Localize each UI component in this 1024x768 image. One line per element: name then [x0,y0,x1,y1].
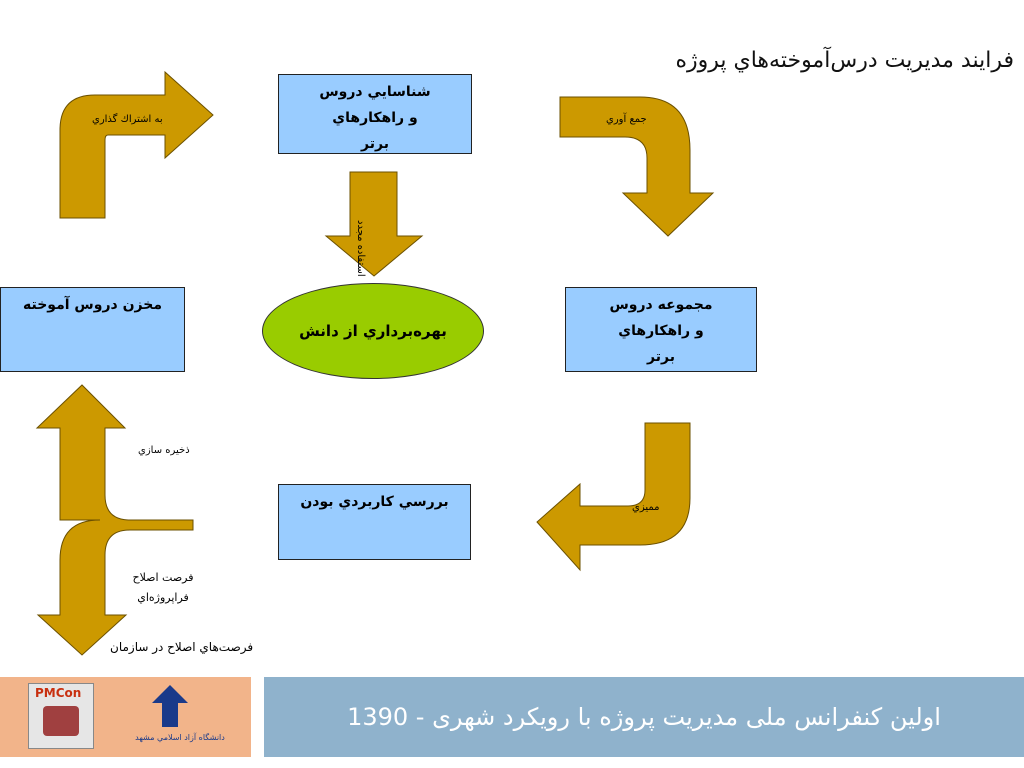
store-arrow [37,385,193,655]
collect-label: جمع آوري [606,114,647,125]
improve-line2: فراپروژه‌اي [137,591,189,604]
knowledge-exploitation-oval [262,283,484,379]
reuse-label: استفاده مجدد [355,220,366,277]
improve-label [128,568,198,608]
oval-label: بهره‌برداري از دانش [299,322,447,340]
audit-arrow [537,423,690,570]
pmcon-logo-text: PMCon [35,686,82,700]
footer-banner [264,677,1024,757]
improve-line1: فرصت اصلاح [132,571,194,584]
audit-label: مميزي [632,502,660,513]
footer-text: اولین کنفرانس ملی مدیریت پروژه با رویکرد شهری - 1390 [347,703,941,731]
collection-box: مجموعه دروس و راهكارهاي برتر [565,287,757,372]
azad-university-logo [120,683,240,753]
share-label: به اشتراك گذاري [92,114,163,125]
house-puzzle-icon [43,706,79,736]
review-box: بررسي كاربردي بودن [278,484,471,560]
identify-box: شناسايي دروس و راهكارهاي برتر [278,74,472,154]
share-arrow [60,72,213,218]
repository-box: مخزن دروس آموخته [0,287,185,372]
university-emblem-icon [150,683,190,729]
university-name: دانشگاه آزاد اسلامي مشهد [135,733,225,742]
page-title: فرايند مديريت درس‌آموخته‌هاي پروژه [675,48,1014,73]
store-label: ذخيره سازي [138,445,190,456]
footer-logos [0,677,251,757]
org-improve-label: فرصت‌هاي اصلاح در سازمان [110,640,254,654]
reuse-arrow [326,172,422,276]
pmcon-logo [28,683,98,755]
